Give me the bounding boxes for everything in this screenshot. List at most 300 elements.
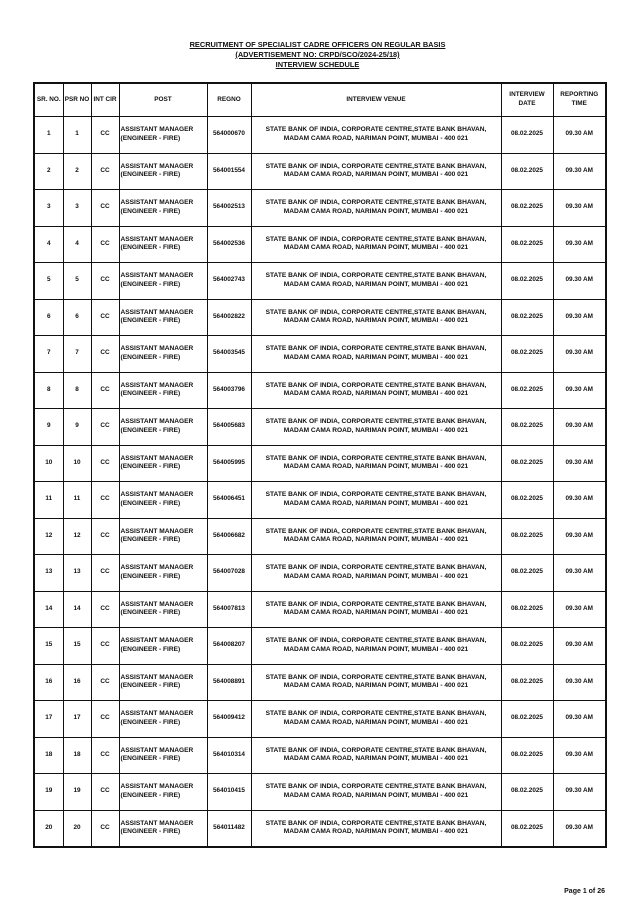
- col-time: REPORTING TIME: [553, 83, 606, 117]
- sr-no-cell-text: 16: [45, 677, 53, 685]
- int-cir-cell-text: CC: [100, 458, 110, 466]
- post-cell-text: (ENGINEER - FIRE): [120, 390, 181, 398]
- interview-date-cell: [501, 518, 553, 555]
- sr-no-cell: [34, 810, 63, 847]
- psr-no-cell: [63, 226, 91, 263]
- venue-cell-text: STATE BANK OF INDIA, CORPORATE CENTRE,STATE BANK BHAVAN,: [265, 527, 487, 535]
- venue-cell-text: STATE BANK OF INDIA, CORPORATE CENTRE,STATE BANK BHAVAN,: [265, 199, 487, 207]
- sr-no-cell: [34, 263, 63, 300]
- regno-cell: [207, 263, 251, 300]
- sr-no-cell-text: 19: [45, 787, 53, 795]
- reporting-time-cell-text: 09.30 AM: [565, 239, 593, 247]
- sr-no-cell-text: 4: [46, 239, 51, 247]
- sr-no-cell: [34, 117, 63, 154]
- regno-cell-text: 564006451: [213, 495, 245, 503]
- post-cell: [119, 628, 207, 665]
- venue-cell-text: MADAM CAMA ROAD, NARIMAN POINT, MUMBAI - 400 021: [283, 171, 469, 179]
- regno-cell: [207, 226, 251, 263]
- regno-cell-text: 564010314: [213, 750, 245, 758]
- post-cell-text: (ENGINEER - FIRE): [120, 609, 181, 617]
- regno-cell: [207, 409, 251, 446]
- reporting-time-cell-text: 09.30 AM: [565, 349, 593, 357]
- int-cir-cell-text: CC: [100, 714, 110, 722]
- psr-no-cell-text: 15: [73, 641, 81, 649]
- table-row: [34, 409, 606, 446]
- post-cell: [119, 774, 207, 811]
- psr-no-cell-text: 10: [73, 458, 81, 466]
- sr-no-cell: [34, 774, 63, 811]
- sr-no-cell: [34, 299, 63, 336]
- reporting-time-cell-text: 09.30 AM: [565, 787, 593, 795]
- sr-no-cell-text: 10: [45, 458, 53, 466]
- venue-cell-text: STATE BANK OF INDIA, CORPORATE CENTRE,STATE BANK BHAVAN,: [265, 491, 487, 499]
- table-row: [34, 555, 606, 592]
- venue-cell: [251, 445, 501, 482]
- col-regno: REGNO: [207, 83, 251, 117]
- venue-cell-text: STATE BANK OF INDIA, CORPORATE CENTRE,STATE BANK BHAVAN,: [265, 418, 487, 426]
- psr-no-cell: [63, 336, 91, 373]
- int-cir-cell: [91, 263, 119, 300]
- reporting-time-cell: [553, 190, 606, 227]
- post-cell-text: (ENGINEER - FIRE): [120, 499, 181, 507]
- reporting-time-cell: [553, 482, 606, 519]
- regno-cell-text: 564005995: [213, 458, 245, 466]
- psr-no-cell-text: 16: [73, 677, 81, 685]
- int-cir-cell-text: CC: [100, 823, 110, 831]
- reporting-time-cell-text: 09.30 AM: [565, 385, 593, 393]
- reporting-time-cell: [553, 810, 606, 847]
- reporting-time-cell: [553, 153, 606, 190]
- int-cir-cell-text: CC: [100, 787, 110, 795]
- venue-cell-text: STATE BANK OF INDIA, CORPORATE CENTRE,STATE BANK BHAVAN,: [265, 819, 487, 827]
- sr-no-cell: [34, 482, 63, 519]
- psr-no-cell: [63, 482, 91, 519]
- regno-cell: [207, 336, 251, 373]
- interview-schedule-table: [33, 82, 607, 848]
- reporting-time-cell: [553, 409, 606, 446]
- reporting-time-cell: [553, 445, 606, 482]
- post-cell-text: (ENGINEER - FIRE): [120, 791, 181, 799]
- table-row: [34, 701, 606, 738]
- regno-cell-text: 564007813: [213, 604, 245, 612]
- interview-date-cell-text: 08.02.2025: [511, 203, 543, 211]
- psr-no-cell-text: 14: [73, 604, 81, 612]
- int-cir-cell: [91, 372, 119, 409]
- psr-no-cell: [63, 117, 91, 154]
- venue-cell: [251, 555, 501, 592]
- int-cir-cell: [91, 518, 119, 555]
- reporting-time-cell: [553, 701, 606, 738]
- venue-cell-text: MADAM CAMA ROAD, NARIMAN POINT, MUMBAI - 400 021: [283, 134, 469, 142]
- interview-date-cell-text: 08.02.2025: [511, 349, 543, 357]
- sr-no-cell-text: 7: [46, 349, 51, 357]
- interview-date-cell-text: 08.02.2025: [511, 641, 543, 649]
- table-row: [34, 299, 606, 336]
- psr-no-cell-text: 11: [73, 495, 81, 503]
- venue-cell-text: MADAM CAMA ROAD, NARIMAN POINT, MUMBAI - 400 021: [283, 317, 469, 325]
- regno-cell-text: 564000670: [213, 130, 245, 138]
- interview-date-cell-text: 08.02.2025: [511, 568, 543, 576]
- interview-date-cell-text: 08.02.2025: [511, 276, 543, 284]
- reporting-time-cell: [553, 299, 606, 336]
- regno-cell: [207, 153, 251, 190]
- reporting-time-cell: [553, 555, 606, 592]
- regno-cell-text: 564009412: [213, 714, 245, 722]
- regno-cell-text: 564002822: [213, 312, 245, 320]
- post-cell: [119, 518, 207, 555]
- venue-cell: [251, 591, 501, 628]
- venue-cell: [251, 774, 501, 811]
- psr-no-cell: [63, 555, 91, 592]
- post-cell: [119, 445, 207, 482]
- interview-date-cell: [501, 701, 553, 738]
- reporting-time-cell: [553, 372, 606, 409]
- int-cir-cell: [91, 190, 119, 227]
- reporting-time-cell: [553, 117, 606, 154]
- interview-date-cell-text: 08.02.2025: [511, 604, 543, 612]
- interview-date-cell-text: 08.02.2025: [511, 495, 543, 503]
- post-cell-text: ASSISTANT MANAGER: [120, 345, 194, 353]
- sr-no-cell: [34, 664, 63, 701]
- venue-cell: [251, 701, 501, 738]
- reporting-time-cell: [553, 518, 606, 555]
- post-cell-text: (ENGINEER - FIRE): [120, 463, 181, 471]
- interview-date-cell: [501, 226, 553, 263]
- post-cell: [119, 409, 207, 446]
- reporting-time-cell-text: 09.30 AM: [565, 166, 593, 174]
- int-cir-cell-text: CC: [100, 495, 110, 503]
- sr-no-cell: [34, 518, 63, 555]
- reporting-time-cell: [553, 737, 606, 774]
- reporting-time-cell: [553, 226, 606, 263]
- venue-cell-text: STATE BANK OF INDIA, CORPORATE CENTRE,STATE BANK BHAVAN,: [265, 746, 487, 754]
- regno-cell-text: 564010415: [213, 787, 245, 795]
- table-row: [34, 336, 606, 373]
- post-cell-text: ASSISTANT MANAGER: [120, 235, 194, 243]
- reporting-time-cell-text: 09.30 AM: [565, 276, 593, 284]
- int-cir-cell: [91, 628, 119, 665]
- int-cir-cell: [91, 336, 119, 373]
- psr-no-cell-text: 4: [75, 239, 79, 247]
- post-cell-text: ASSISTANT MANAGER: [120, 564, 194, 572]
- sr-no-cell: [34, 628, 63, 665]
- interview-date-cell: [501, 409, 553, 446]
- int-cir-cell-text: CC: [100, 604, 110, 612]
- venue-cell-text: MADAM CAMA ROAD, NARIMAN POINT, MUMBAI - 400 021: [283, 755, 469, 763]
- post-cell: [119, 591, 207, 628]
- venue-cell: [251, 336, 501, 373]
- venue-cell-text: MADAM CAMA ROAD, NARIMAN POINT, MUMBAI - 400 021: [283, 353, 469, 361]
- post-cell-text: (ENGINEER - FIRE): [120, 755, 181, 763]
- sr-no-cell-text: 13: [45, 568, 53, 576]
- table-row: [34, 518, 606, 555]
- reporting-time-cell: [553, 774, 606, 811]
- psr-no-cell-text: 5: [75, 276, 79, 284]
- table-row: [34, 153, 606, 190]
- interview-date-cell: [501, 336, 553, 373]
- venue-cell-text: STATE BANK OF INDIA, CORPORATE CENTRE,STATE BANK BHAVAN,: [265, 126, 487, 134]
- table-row: [34, 737, 606, 774]
- venue-cell-text: MADAM CAMA ROAD, NARIMAN POINT, MUMBAI - 400 021: [283, 645, 469, 653]
- regno-cell-text: 564005683: [213, 422, 245, 430]
- regno-cell: [207, 445, 251, 482]
- int-cir-cell: [91, 117, 119, 154]
- venue-cell-text: MADAM CAMA ROAD, NARIMAN POINT, MUMBAI - 400 021: [283, 499, 469, 507]
- reporting-time-cell: [553, 664, 606, 701]
- psr-no-cell: [63, 409, 91, 446]
- venue-cell-text: STATE BANK OF INDIA, CORPORATE CENTRE,STATE BANK BHAVAN,: [265, 381, 487, 389]
- psr-no-cell: [63, 372, 91, 409]
- regno-cell-text: 564002743: [213, 276, 245, 284]
- regno-cell: [207, 701, 251, 738]
- psr-no-cell: [63, 591, 91, 628]
- int-cir-cell-text: CC: [100, 641, 110, 649]
- int-cir-cell-text: CC: [100, 276, 110, 284]
- regno-cell-text: 564007028: [213, 568, 245, 576]
- interview-date-cell-text: 08.02.2025: [511, 714, 543, 722]
- interview-date-cell-text: 08.02.2025: [511, 312, 543, 320]
- regno-cell: [207, 372, 251, 409]
- sr-no-cell: [34, 153, 63, 190]
- reporting-time-cell-text: 09.30 AM: [565, 823, 593, 831]
- post-cell-text: ASSISTANT MANAGER: [120, 710, 194, 718]
- post-cell-text: ASSISTANT MANAGER: [120, 527, 194, 535]
- interview-date-cell: [501, 372, 553, 409]
- post-cell-text: ASSISTANT MANAGER: [120, 637, 194, 645]
- regno-cell-text: 564002513: [213, 203, 245, 211]
- col-int-cir: INT CIR: [91, 83, 119, 117]
- sr-no-cell: [34, 737, 63, 774]
- reporting-time-cell: [553, 628, 606, 665]
- col-psr-no: PSR NO: [63, 83, 91, 117]
- regno-cell-text: 564001554: [213, 166, 245, 174]
- post-cell-text: ASSISTANT MANAGER: [120, 746, 194, 754]
- venue-cell: [251, 664, 501, 701]
- schedule-subtitle: INTERVIEW SCHEDULE: [275, 60, 360, 69]
- table-row: [34, 445, 606, 482]
- interview-date-cell-text: 08.02.2025: [511, 385, 543, 393]
- venue-cell-text: MADAM CAMA ROAD, NARIMAN POINT, MUMBAI - 400 021: [283, 207, 469, 215]
- psr-no-cell: [63, 810, 91, 847]
- psr-no-cell: [63, 628, 91, 665]
- venue-cell-text: MADAM CAMA ROAD, NARIMAN POINT, MUMBAI - 400 021: [283, 682, 469, 690]
- interview-date-cell: [501, 299, 553, 336]
- int-cir-cell: [91, 226, 119, 263]
- post-cell-text: (ENGINEER - FIRE): [120, 828, 181, 836]
- col-venue: INTERVIEW VENUE: [251, 83, 501, 117]
- sr-no-cell-text: 8: [46, 385, 51, 393]
- venue-cell-text: STATE BANK OF INDIA, CORPORATE CENTRE,STATE BANK BHAVAN,: [265, 673, 487, 681]
- int-cir-cell: [91, 555, 119, 592]
- interview-date-cell-text: 08.02.2025: [511, 823, 543, 831]
- int-cir-cell: [91, 299, 119, 336]
- regno-cell: [207, 555, 251, 592]
- regno-cell-text: 564003796: [213, 385, 245, 393]
- post-cell-text: ASSISTANT MANAGER: [120, 783, 194, 791]
- post-cell-text: ASSISTANT MANAGER: [120, 673, 194, 681]
- int-cir-cell-text: CC: [100, 677, 110, 685]
- interview-date-cell: [501, 628, 553, 665]
- int-cir-cell-text: CC: [100, 422, 110, 430]
- table-header-row: [34, 83, 606, 117]
- sr-no-cell-text: 11: [45, 495, 53, 503]
- reporting-time-cell-text: 09.30 AM: [565, 458, 593, 466]
- venue-cell-text: STATE BANK OF INDIA, CORPORATE CENTRE,STATE BANK BHAVAN,: [265, 783, 487, 791]
- regno-cell: [207, 518, 251, 555]
- post-cell-text: (ENGINEER - FIRE): [120, 682, 181, 690]
- venue-cell: [251, 409, 501, 446]
- sr-no-cell: [34, 445, 63, 482]
- int-cir-cell-text: CC: [100, 203, 110, 211]
- int-cir-cell: [91, 445, 119, 482]
- interview-date-cell: [501, 190, 553, 227]
- venue-cell: [251, 153, 501, 190]
- int-cir-cell-text: CC: [100, 531, 110, 539]
- venue-cell-text: STATE BANK OF INDIA, CORPORATE CENTRE,STATE BANK BHAVAN,: [265, 454, 487, 462]
- int-cir-cell: [91, 153, 119, 190]
- sr-no-cell-text: 1: [46, 130, 51, 138]
- psr-no-cell-text: 2: [75, 166, 79, 174]
- psr-no-cell: [63, 701, 91, 738]
- venue-cell: [251, 263, 501, 300]
- regno-cell-text: 564008891: [213, 677, 245, 685]
- interview-date-cell-text: 08.02.2025: [511, 422, 543, 430]
- venue-cell-text: MADAM CAMA ROAD, NARIMAN POINT, MUMBAI - 400 021: [283, 536, 469, 544]
- reporting-time-cell-text: 09.30 AM: [565, 495, 593, 503]
- psr-no-cell-text: 9: [75, 422, 79, 430]
- int-cir-cell-text: CC: [100, 239, 110, 247]
- regno-cell-text: 564003545: [213, 349, 245, 357]
- reporting-time-cell-text: 09.30 AM: [565, 677, 593, 685]
- table-row: [34, 263, 606, 300]
- reporting-time-cell-text: 09.30 AM: [565, 641, 593, 649]
- interview-date-cell-text: 08.02.2025: [511, 677, 543, 685]
- venue-cell-text: MADAM CAMA ROAD, NARIMAN POINT, MUMBAI - 400 021: [283, 718, 469, 726]
- post-cell-text: (ENGINEER - FIRE): [120, 134, 181, 142]
- venue-cell: [251, 190, 501, 227]
- interview-date-cell: [501, 263, 553, 300]
- int-cir-cell: [91, 591, 119, 628]
- venue-cell: [251, 628, 501, 665]
- regno-cell: [207, 299, 251, 336]
- psr-no-cell: [63, 737, 91, 774]
- interview-date-cell: [501, 153, 553, 190]
- interview-date-cell-text: 08.02.2025: [511, 458, 543, 466]
- venue-cell: [251, 482, 501, 519]
- regno-cell-text: 564011482: [213, 823, 245, 831]
- reporting-time-cell-text: 09.30 AM: [565, 568, 593, 576]
- interview-date-cell-text: 08.02.2025: [511, 531, 543, 539]
- psr-no-cell-text: 3: [75, 203, 79, 211]
- psr-no-cell-text: 8: [75, 385, 79, 393]
- regno-cell: [207, 482, 251, 519]
- psr-no-cell-text: 17: [73, 714, 81, 722]
- int-cir-cell-text: CC: [100, 385, 110, 393]
- post-cell: [119, 117, 207, 154]
- psr-no-cell-text: 13: [73, 568, 81, 576]
- regno-cell-text: 564008207: [213, 641, 245, 649]
- regno-cell: [207, 774, 251, 811]
- post-cell-text: (ENGINEER - FIRE): [120, 718, 181, 726]
- int-cir-cell-text: CC: [100, 130, 110, 138]
- post-cell-text: (ENGINEER - FIRE): [120, 426, 181, 434]
- col-post: POST: [119, 83, 207, 117]
- document-header: [0, 40, 635, 70]
- int-cir-cell: [91, 774, 119, 811]
- post-cell-text: (ENGINEER - FIRE): [120, 645, 181, 653]
- reporting-time-cell: [553, 263, 606, 300]
- post-cell-text: ASSISTANT MANAGER: [120, 491, 194, 499]
- reporting-time-cell-text: 09.30 AM: [565, 203, 593, 211]
- venue-cell-text: MADAM CAMA ROAD, NARIMAN POINT, MUMBAI - 400 021: [283, 572, 469, 580]
- venue-cell-text: STATE BANK OF INDIA, CORPORATE CENTRE,STATE BANK BHAVAN,: [265, 162, 487, 170]
- sr-no-cell-text: 17: [45, 714, 53, 722]
- sr-no-cell: [34, 336, 63, 373]
- interview-date-cell: [501, 445, 553, 482]
- int-cir-cell: [91, 664, 119, 701]
- post-cell: [119, 810, 207, 847]
- sr-no-cell: [34, 226, 63, 263]
- regno-cell: [207, 117, 251, 154]
- table-row: [34, 226, 606, 263]
- table-row: [34, 190, 606, 227]
- page-number: Page 1 of 26: [564, 888, 605, 895]
- interview-date-cell: [501, 664, 553, 701]
- post-cell-text: (ENGINEER - FIRE): [120, 536, 181, 544]
- post-cell: [119, 299, 207, 336]
- sr-no-cell-text: 18: [45, 750, 53, 758]
- table-row: [34, 372, 606, 409]
- psr-no-cell-text: 20: [73, 823, 81, 831]
- sr-no-cell-text: 14: [45, 604, 53, 612]
- interview-date-cell: [501, 117, 553, 154]
- document-title: RECRUITMENT OF SPECIALIST CADRE OFFICERS ON REGULAR BASIS: [189, 40, 446, 49]
- post-cell-text: (ENGINEER - FIRE): [120, 244, 181, 252]
- reporting-time-cell-text: 09.30 AM: [565, 714, 593, 722]
- post-cell: [119, 664, 207, 701]
- post-cell-text: (ENGINEER - FIRE): [120, 280, 181, 288]
- post-cell: [119, 372, 207, 409]
- regno-cell: [207, 190, 251, 227]
- reporting-time-cell: [553, 336, 606, 373]
- sr-no-cell-text: 6: [46, 312, 51, 320]
- reporting-time-cell-text: 09.30 AM: [565, 531, 593, 539]
- table-row: [34, 591, 606, 628]
- post-cell: [119, 153, 207, 190]
- reporting-time-cell-text: 09.30 AM: [565, 422, 593, 430]
- post-cell-text: (ENGINEER - FIRE): [120, 317, 181, 325]
- int-cir-cell: [91, 737, 119, 774]
- sr-no-cell: [34, 701, 63, 738]
- psr-no-cell: [63, 518, 91, 555]
- post-cell: [119, 737, 207, 774]
- post-cell: [119, 701, 207, 738]
- venue-cell-text: STATE BANK OF INDIA, CORPORATE CENTRE,STATE BANK BHAVAN,: [265, 308, 487, 316]
- interview-date-cell-text: 08.02.2025: [511, 166, 543, 174]
- venue-cell: [251, 810, 501, 847]
- regno-cell-text: 564002536: [213, 239, 245, 247]
- psr-no-cell-text: 1: [75, 130, 79, 138]
- post-cell: [119, 482, 207, 519]
- interview-date-cell: [501, 737, 553, 774]
- venue-cell-text: STATE BANK OF INDIA, CORPORATE CENTRE,STATE BANK BHAVAN,: [265, 272, 487, 280]
- post-cell-text: (ENGINEER - FIRE): [120, 207, 181, 215]
- venue-cell-text: STATE BANK OF INDIA, CORPORATE CENTRE,STATE BANK BHAVAN,: [265, 637, 487, 645]
- post-cell-text: (ENGINEER - FIRE): [120, 572, 181, 580]
- psr-no-cell: [63, 263, 91, 300]
- table-row: [34, 117, 606, 154]
- interview-date-cell-text: 08.02.2025: [511, 239, 543, 247]
